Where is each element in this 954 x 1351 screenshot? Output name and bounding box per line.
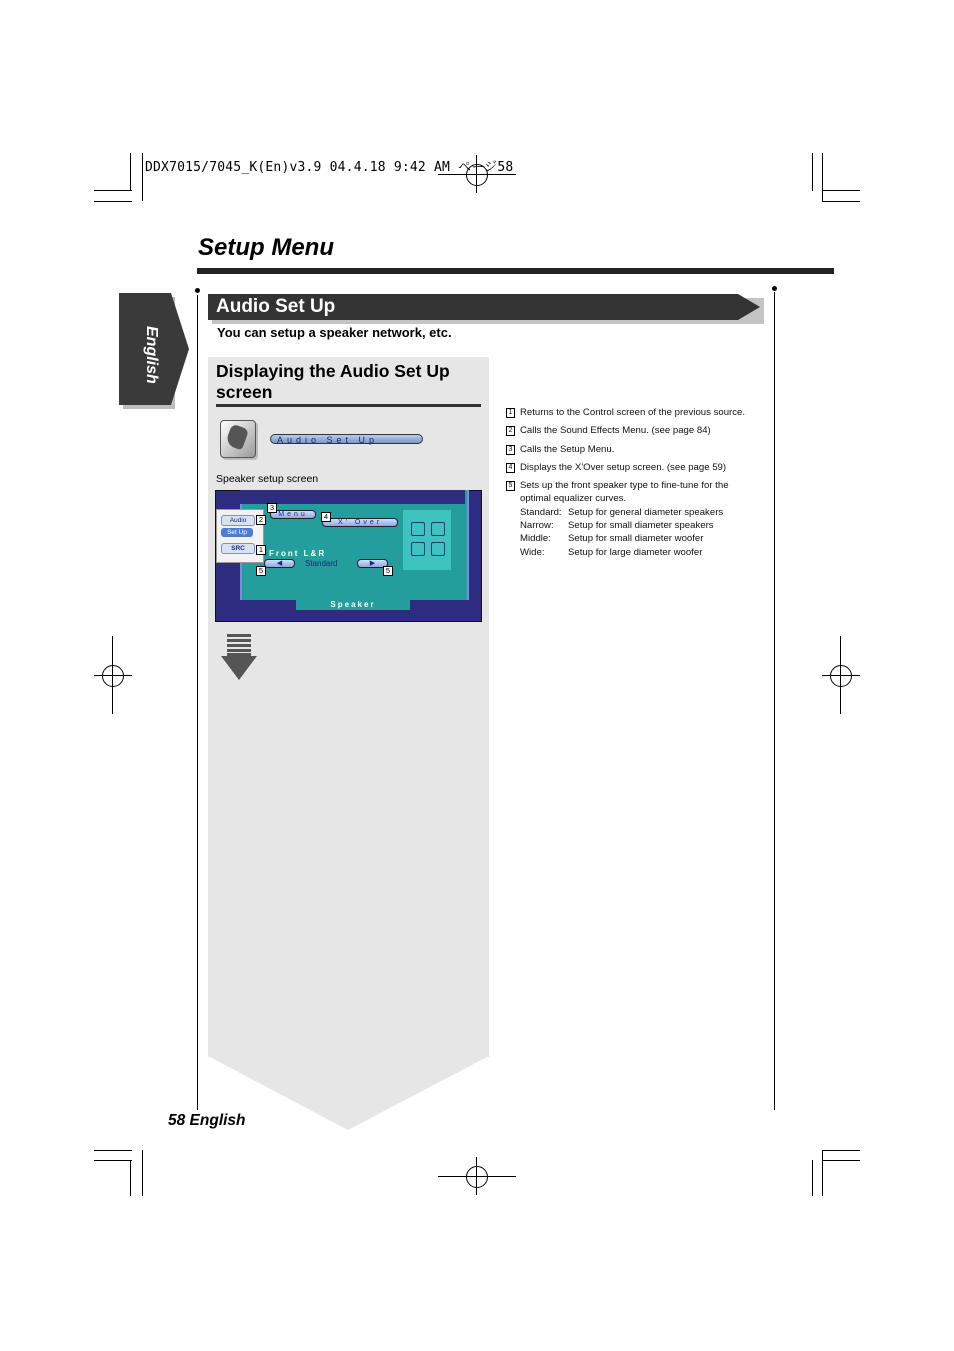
front-label: Front L&R	[269, 549, 327, 558]
callout-2: 2	[256, 515, 266, 525]
registration-mark	[102, 665, 124, 687]
list-item: 5 Sets up the front speaker type to fine-tune for the optimal equalizer curves. Standard: Setup for general diameter speakers Narrow: Setup for small diameter speakers Middle: Setup for small diameter woofer Wide: Setup for large diameter woofer	[506, 479, 756, 559]
procedure-panel-arrow	[208, 1056, 489, 1130]
print-header: DDX7015/7045_K(En)v3.9 04.4.18 9:42 AM ページ58	[145, 160, 514, 175]
callout-3: 3	[267, 503, 277, 513]
menu-button[interactable]: Menu	[270, 510, 316, 519]
language-tab-label: English	[143, 326, 160, 384]
registration-mark	[94, 675, 132, 676]
registration-mark	[466, 1166, 488, 1188]
crop-mark	[94, 190, 132, 191]
option-row: Narrow: Setup for small diameter speakers	[520, 520, 714, 532]
registration-mark	[822, 675, 860, 676]
xover-button[interactable]: X' Over	[322, 518, 398, 527]
crop-mark	[812, 1160, 813, 1196]
registration-mark	[830, 665, 852, 687]
screen-top-band	[240, 490, 465, 504]
crop-mark	[94, 201, 132, 202]
registration-mark	[438, 1176, 516, 1177]
page-footer: 58 English	[168, 1112, 246, 1129]
section-bar-tip	[738, 294, 760, 320]
margin-dot	[195, 288, 200, 293]
crop-mark	[142, 1150, 143, 1196]
list-item: 3 Calls the Setup Menu.	[506, 443, 756, 456]
crop-mark	[130, 153, 131, 191]
margin-rule-right	[774, 292, 775, 1110]
audio-button[interactable]: Audio	[221, 515, 255, 526]
section-subtitle: You can setup a speaker network, etc.	[217, 325, 452, 340]
crop-mark	[94, 1150, 132, 1151]
option-row: Middle: Setup for small diameter woofer	[520, 533, 704, 545]
procedure-panel	[208, 357, 489, 1057]
option-row: Standard: Setup for general diameter speakers	[520, 506, 724, 518]
title-rule	[197, 268, 834, 274]
crop-mark	[94, 1160, 132, 1161]
crop-mark	[812, 153, 813, 191]
list-item: 4 Displays the X'Over setup screen. (see page 59)	[506, 461, 756, 474]
screen-caption: Speaker setup screen	[216, 473, 319, 485]
src-button[interactable]: SRC	[221, 543, 255, 554]
procedure-title: Displaying the Audio Set Up screen	[216, 361, 450, 402]
page-title: Setup Menu	[198, 234, 334, 261]
notes-list	[506, 406, 756, 564]
speaker-icon	[431, 542, 445, 556]
type-right-button[interactable]: ▶	[357, 559, 388, 568]
registration-mark	[840, 636, 841, 714]
margin-dot	[772, 286, 777, 291]
audio-set-up-button[interactable]: Audio Set Up	[270, 434, 423, 444]
section-title: Audio Set Up	[216, 296, 336, 317]
crop-mark	[822, 201, 860, 202]
list-item: 1 Returns to the Control screen of the previous source.	[506, 406, 756, 419]
registration-mark	[112, 636, 113, 714]
set-up-button[interactable]: Set Up	[221, 528, 253, 537]
list-item: 2 Calls the Sound Effects Menu. (see page 84)	[506, 424, 756, 437]
language-tab-tip	[171, 293, 189, 405]
callout-5: 5	[256, 566, 266, 576]
crop-mark	[142, 153, 143, 201]
next-step-arrow	[227, 634, 251, 656]
crop-mark	[822, 1150, 823, 1196]
margin-rule-left	[197, 295, 198, 1110]
crop-mark	[822, 1160, 860, 1161]
crop-mark	[130, 1160, 131, 1196]
registration-mark	[476, 1157, 477, 1195]
callout-1: 1	[256, 545, 266, 555]
speaker-icon	[411, 522, 425, 536]
crop-mark	[822, 153, 823, 201]
procedure-rule	[216, 404, 481, 407]
speaker-icon	[431, 522, 445, 536]
callout-4: 4	[321, 512, 331, 522]
crop-mark	[822, 190, 860, 191]
speaker-icon	[411, 542, 425, 556]
speaker-layout-panel	[403, 510, 451, 570]
down-arrow-icon	[221, 656, 257, 680]
type-left-button[interactable]: ◀	[264, 559, 295, 568]
screen-title-bar: Speaker	[296, 600, 410, 610]
speaker-type-value: Standard	[305, 559, 338, 568]
crop-mark	[822, 1150, 860, 1151]
callout-5: 5	[383, 566, 393, 576]
option-row: Wide: Setup for large diameter woofer	[520, 546, 703, 558]
